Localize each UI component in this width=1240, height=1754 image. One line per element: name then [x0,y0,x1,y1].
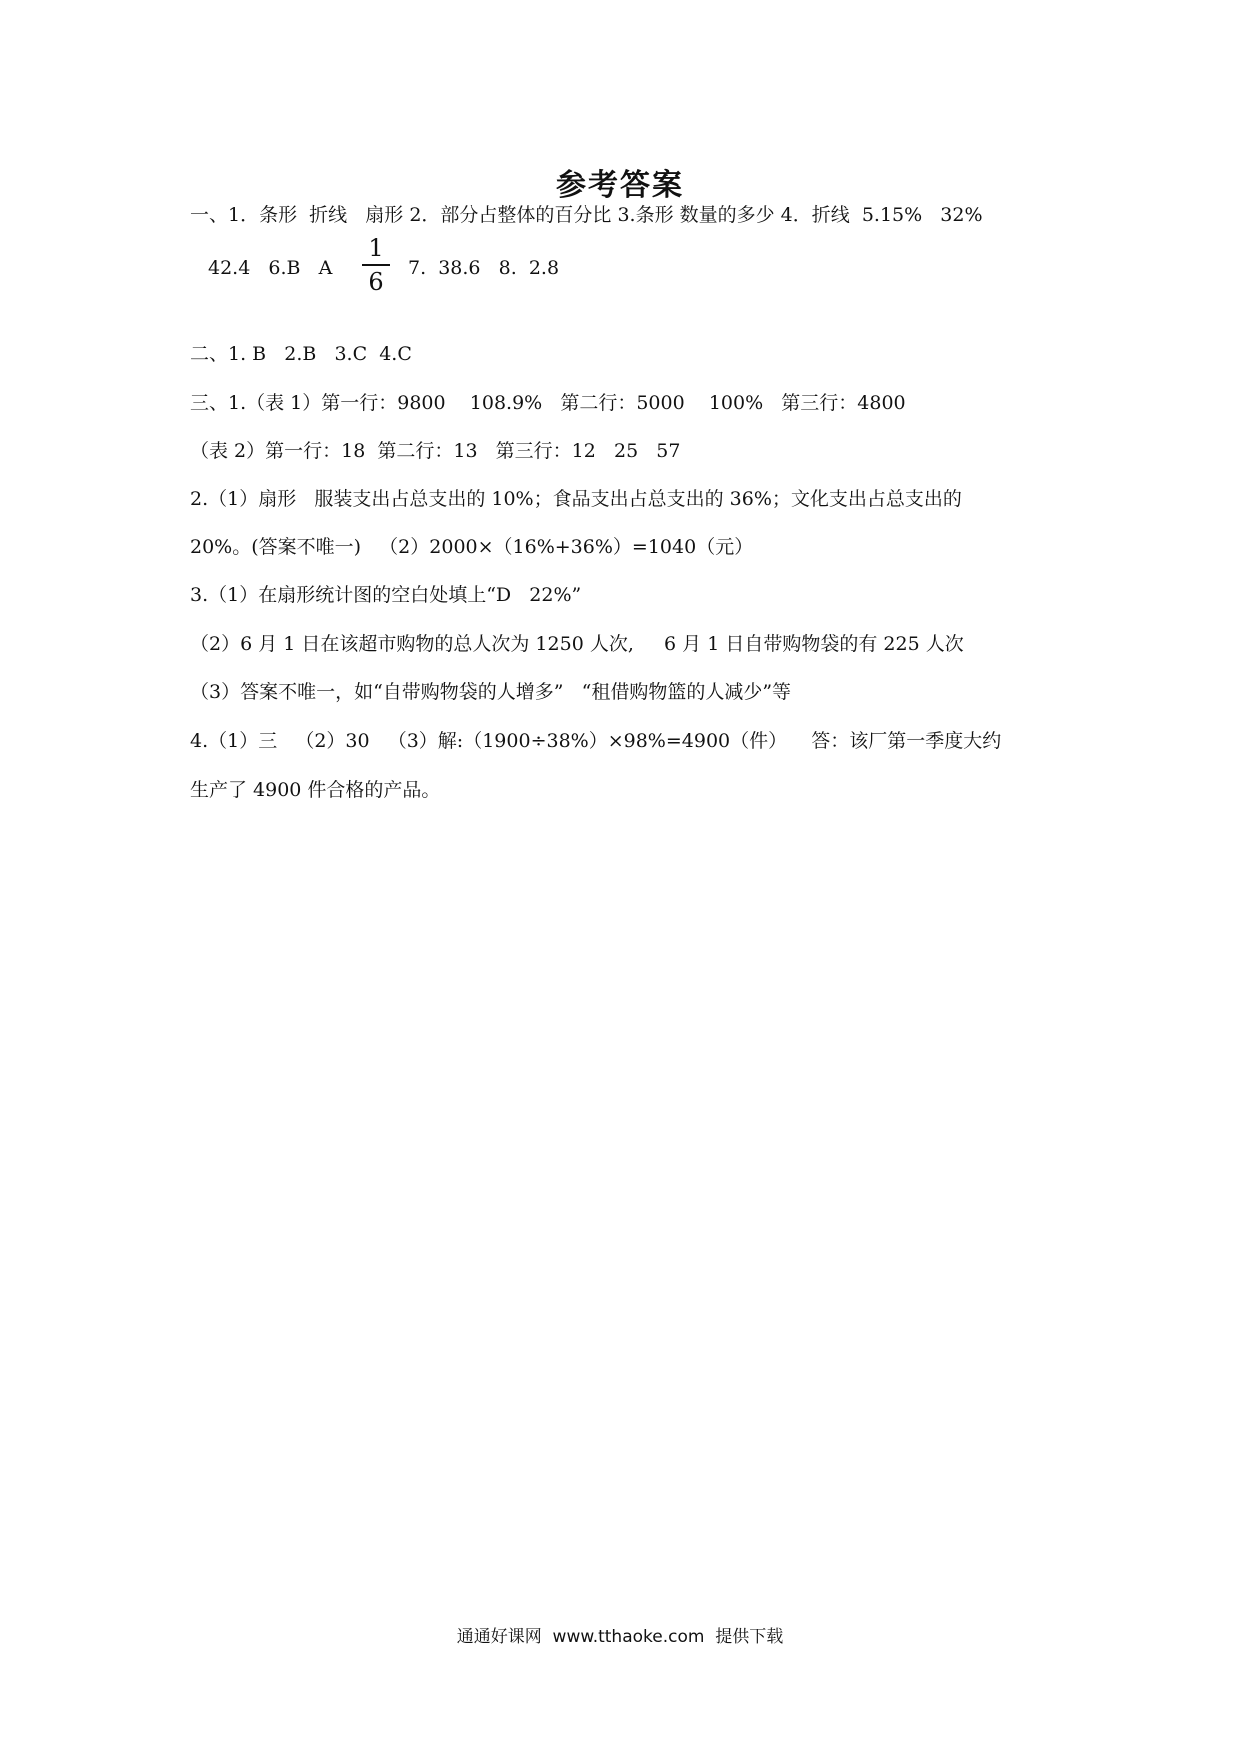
answer-line-section3-q3: 3.（1）在扇形统计图的空白处填上“D 22%” [190,584,582,606]
answer-line-section3-q2-continued: 20%。(答案不唯一) （2）2000×（16%+36%）=1040（元） [190,536,754,558]
answer-line-section3-q3-part3: （3）答案不唯一，如“自带购物袋的人增多” “租借购物篮的人减少”等 [190,681,792,703]
answer-line-section3-q1: 三、1.（表 1）第一行：9800 108.9% 第二行：5000 100% 第三行：4800 [190,392,906,414]
answer-line-section1-continued: 42.4 6.B A [208,257,333,279]
answer-line-section3-q4: 4.（1）三 （2）30 （3）解:（1900÷38%）×98%=4900（件） 答：该厂第一季度大约 [190,730,1002,752]
answer-line-section1: 一、1．条形 折线 扇形 2．部分占整体的百分比 3.条形 数量的多少 4．折线 5.15% 32% [190,204,983,226]
fraction-bar [362,264,390,266]
page-title: 参考答案 [556,168,684,203]
answer-line-section1-tail: 7. 38.6 8. 2.8 [408,257,560,279]
answer-line-section2: 二、1. B 2.B 3.C 4.C [190,343,412,365]
fraction-one-sixth [362,234,390,296]
answer-line-section3-q1-table2: （表 2）第一行：18 第二行：13 第三行：12 25 57 [190,440,681,462]
answer-line-section3-q3-part2: （2）6 月 1 日在该超市购物的总人次为 1250 人次, 6 月 1 日自带购物袋的有 225 人次 [190,633,964,655]
answer-line-section3-q4-continued: 生产了 4900 件合格的产品。 [190,779,441,801]
page-footer: 通通好课网 www.tthaoke.com 提供下载 [456,1627,784,1647]
fraction-denominator: 6 [368,268,384,296]
answer-line-section3-q2: 2.（1）扇形 服装支出占总支出的 10%；食品支出占总支出的 36%；文化支出占总支出的 [190,488,962,510]
fraction-numerator: 1 [368,234,384,262]
